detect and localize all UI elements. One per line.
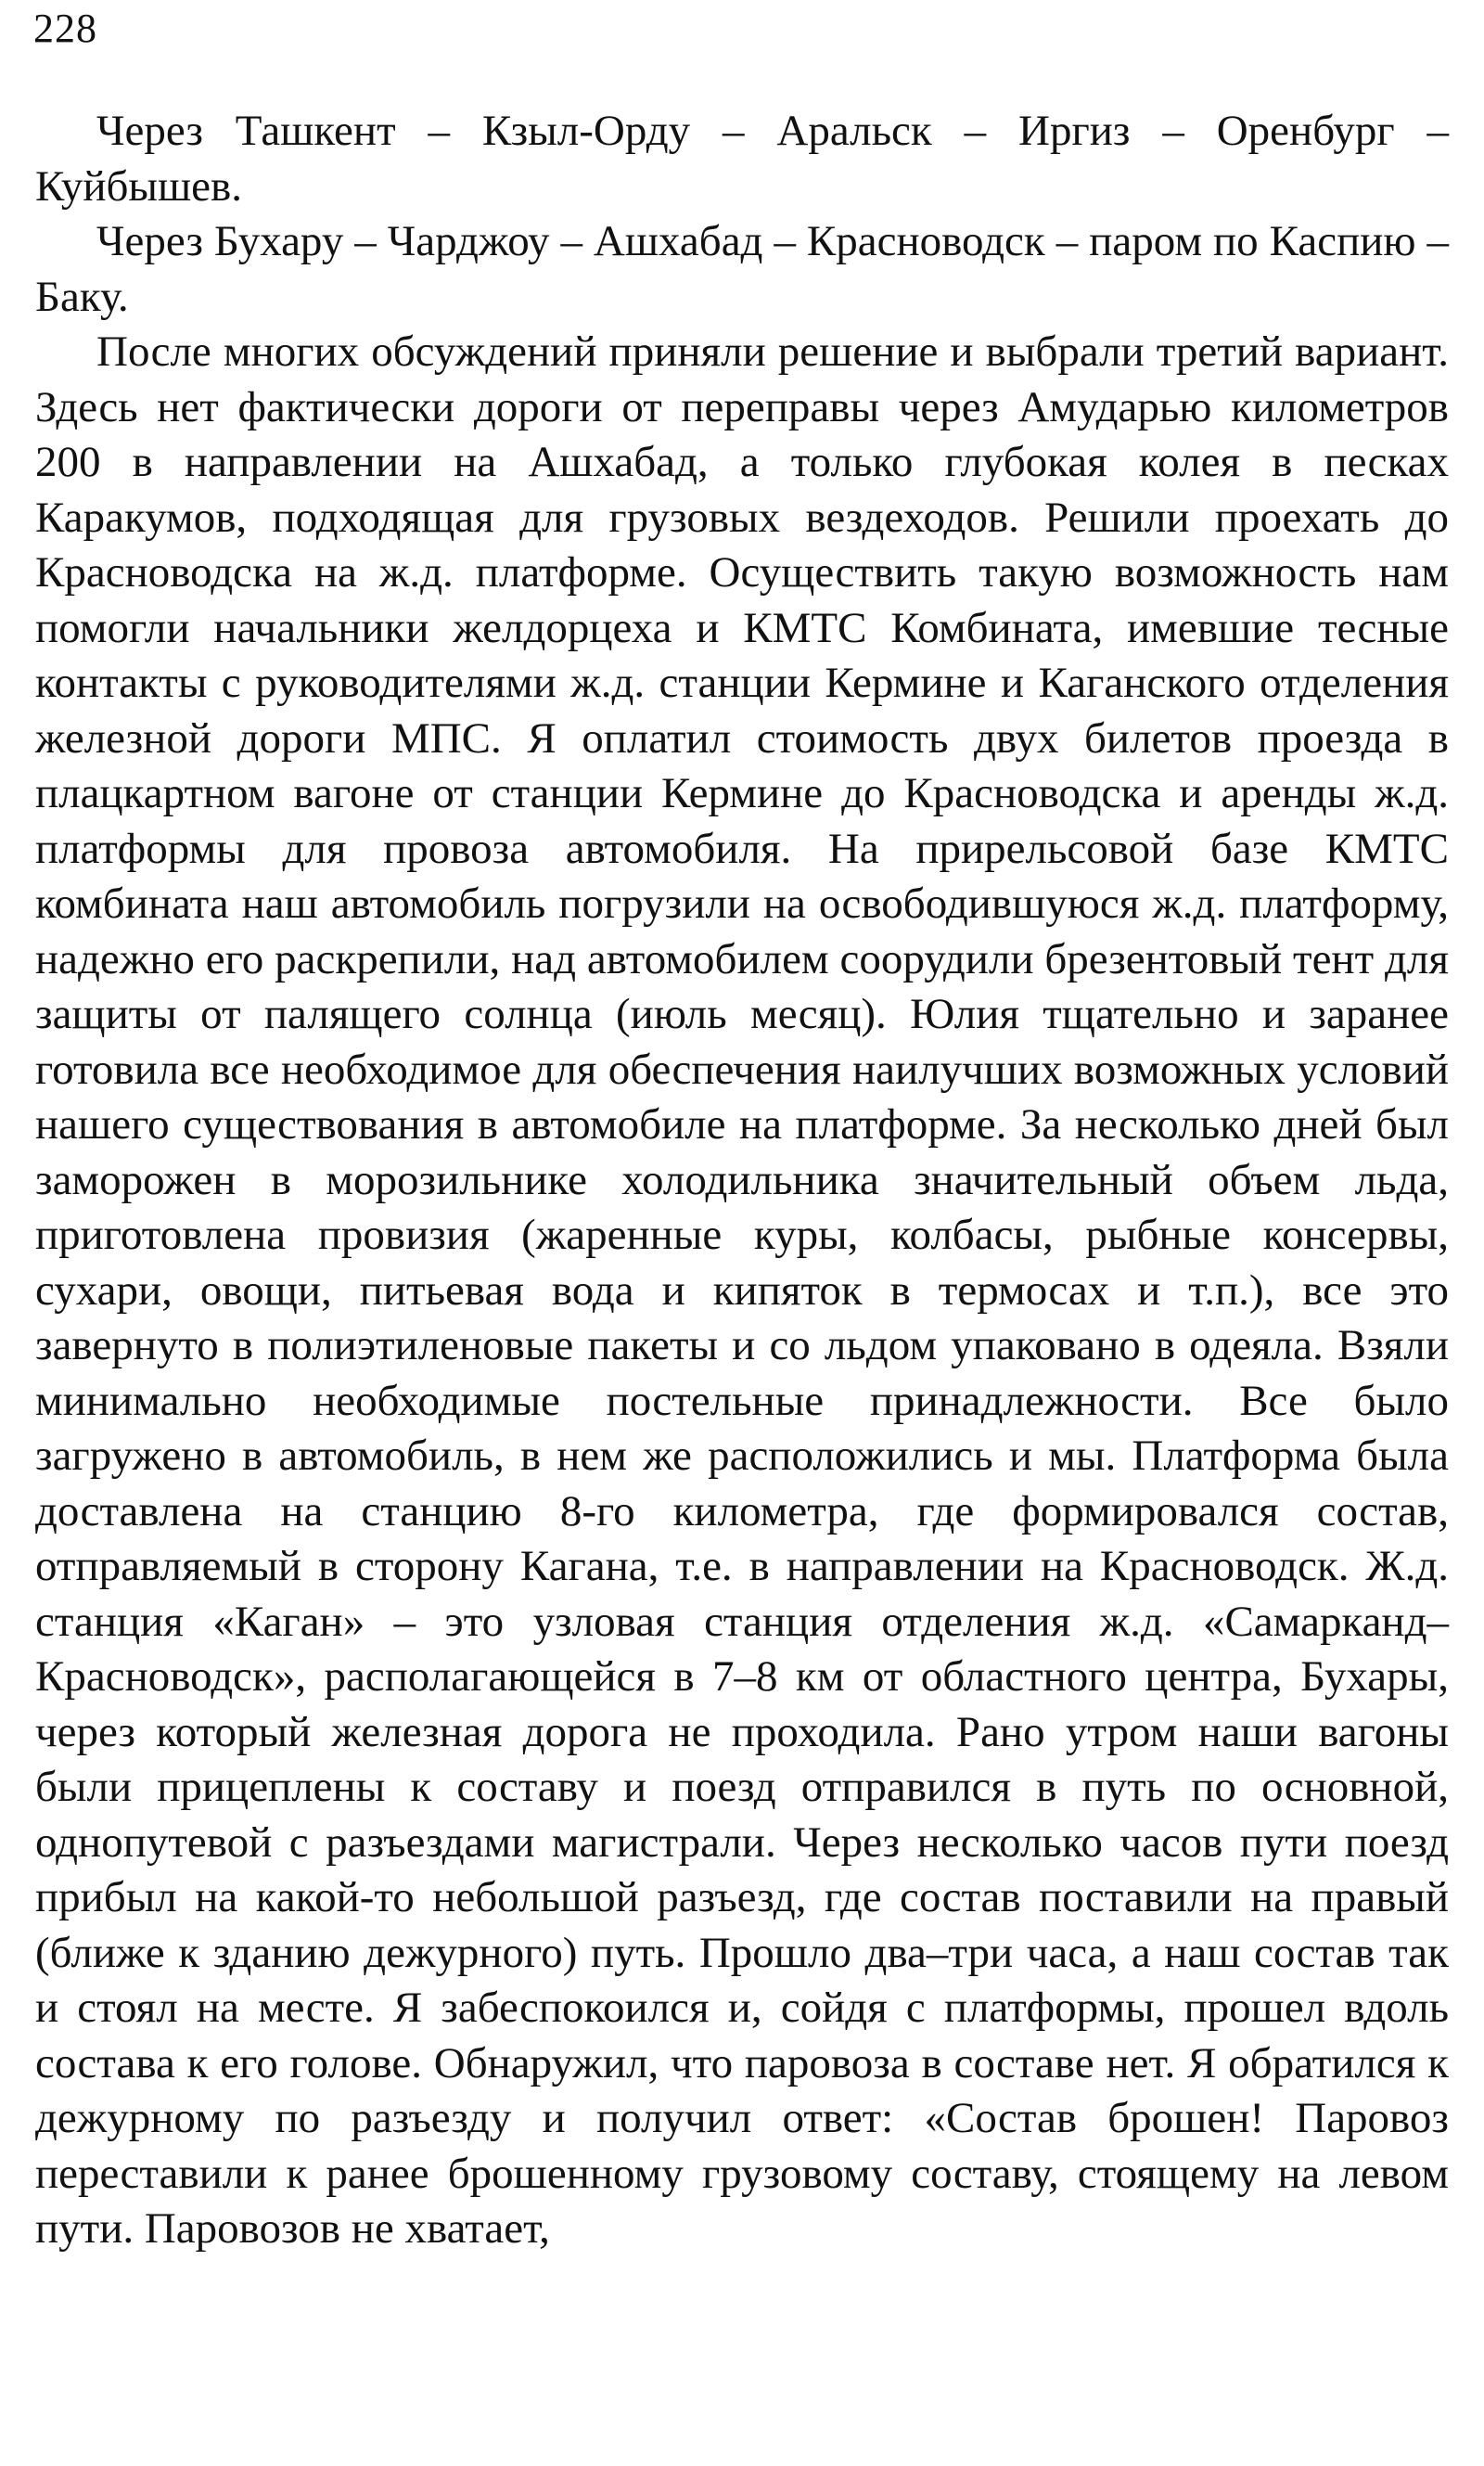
text-body bbox=[35, 104, 1449, 2257]
paragraph-route-tashkent: Через Ташкент – Кзыл-Орду – Аральск – Иргиз – Оренбург – Куйбышев. bbox=[35, 107, 1449, 211]
paragraph-main-narrative: После многих обсуждений приняли решение и выбрали третий вариант. Здесь нет фактически дороги от переправы через Амударью километров 200 в направлении на Ашхабад, а только глубокая колея в песках Каракумов, подходящая для грузовых вездеходов. Решили проехать до Красноводска на ж.д. платформе. Осуществить такую возможность нам помогли начальники желдорцеха и КМТС Комбината, имевшие тесные контакты с руководителями ж.д. станции Кермине и Каганского отделения железной дороги МПС. Я оплатил стоимость двух билетов проезда в плацкартном вагоне от станции Кермине до Красноводска и аренды ж.д. платформы для провоза автомобиля. На прирельсовой базе КМТС комбината наш автомобиль погрузили на освободившуюся ж.д. платформу, надежно его раскрепили, над автомобилем соорудили брезентовый тент для защиты от палящего солнца (июль месяц). Юлия тщательно и заранее готовила все необходимое для обеспечения наилучших возможных условий нашего существования в автомобиле на платформе. За несколько дней был заморожен в морозильнике холодильника значительный объем льда, приготовлена провизия (жаренные куры, колбасы, рыбные консервы, сухари, овощи, питьевая вода и кипяток в термосах и т.п.), все это завернуто в полиэтиленовые пакеты и со льдом упаковано в одеяла. Взяли минимально необходимые постельные принадлежности. Все было загружено в автомобиль, в нем же расположились и мы. Платформа была доставлена на станцию 8-го километра, где формировался состав, отправляемый в сторону Кагана, т.е. в направлении на Красноводск. Ж.д. станция «Каган» – это узловая станция отделения ж.д. «Самарканд–Красноводск», располагающейся в 7–8 км от областного центра, Бухары, через который железная дорога не проходила. Рано утром наши вагоны были прицеплены к составу и поезд отправился в путь по основной, однопутевой с разъездами магистрали. Через несколько часов пути поезд прибыл на какой-то небольшой разъезд, где состав поставили на правый (ближе к зданию дежурного) путь. Прошло два–три часа, а наш состав так и стоял на месте. Я забеспокоился и, сойдя с платформы, прошел вдоль состава к его голове. Обнаружил, что паровоза в составе нет. Я обратился к дежурному по разъезду и получил ответ: «Состав брошен! Паровоз переставили к ранее брошенному грузовому составу, стоящему на левом пути. Паровозов не хватает, bbox=[35, 328, 1449, 2253]
paragraph-route-bukhara: Через Бухару – Чарджоу – Ашхабад – Красноводск – паром по Каспию – Баку. bbox=[35, 217, 1449, 321]
page-number: 228 bbox=[33, 6, 97, 51]
